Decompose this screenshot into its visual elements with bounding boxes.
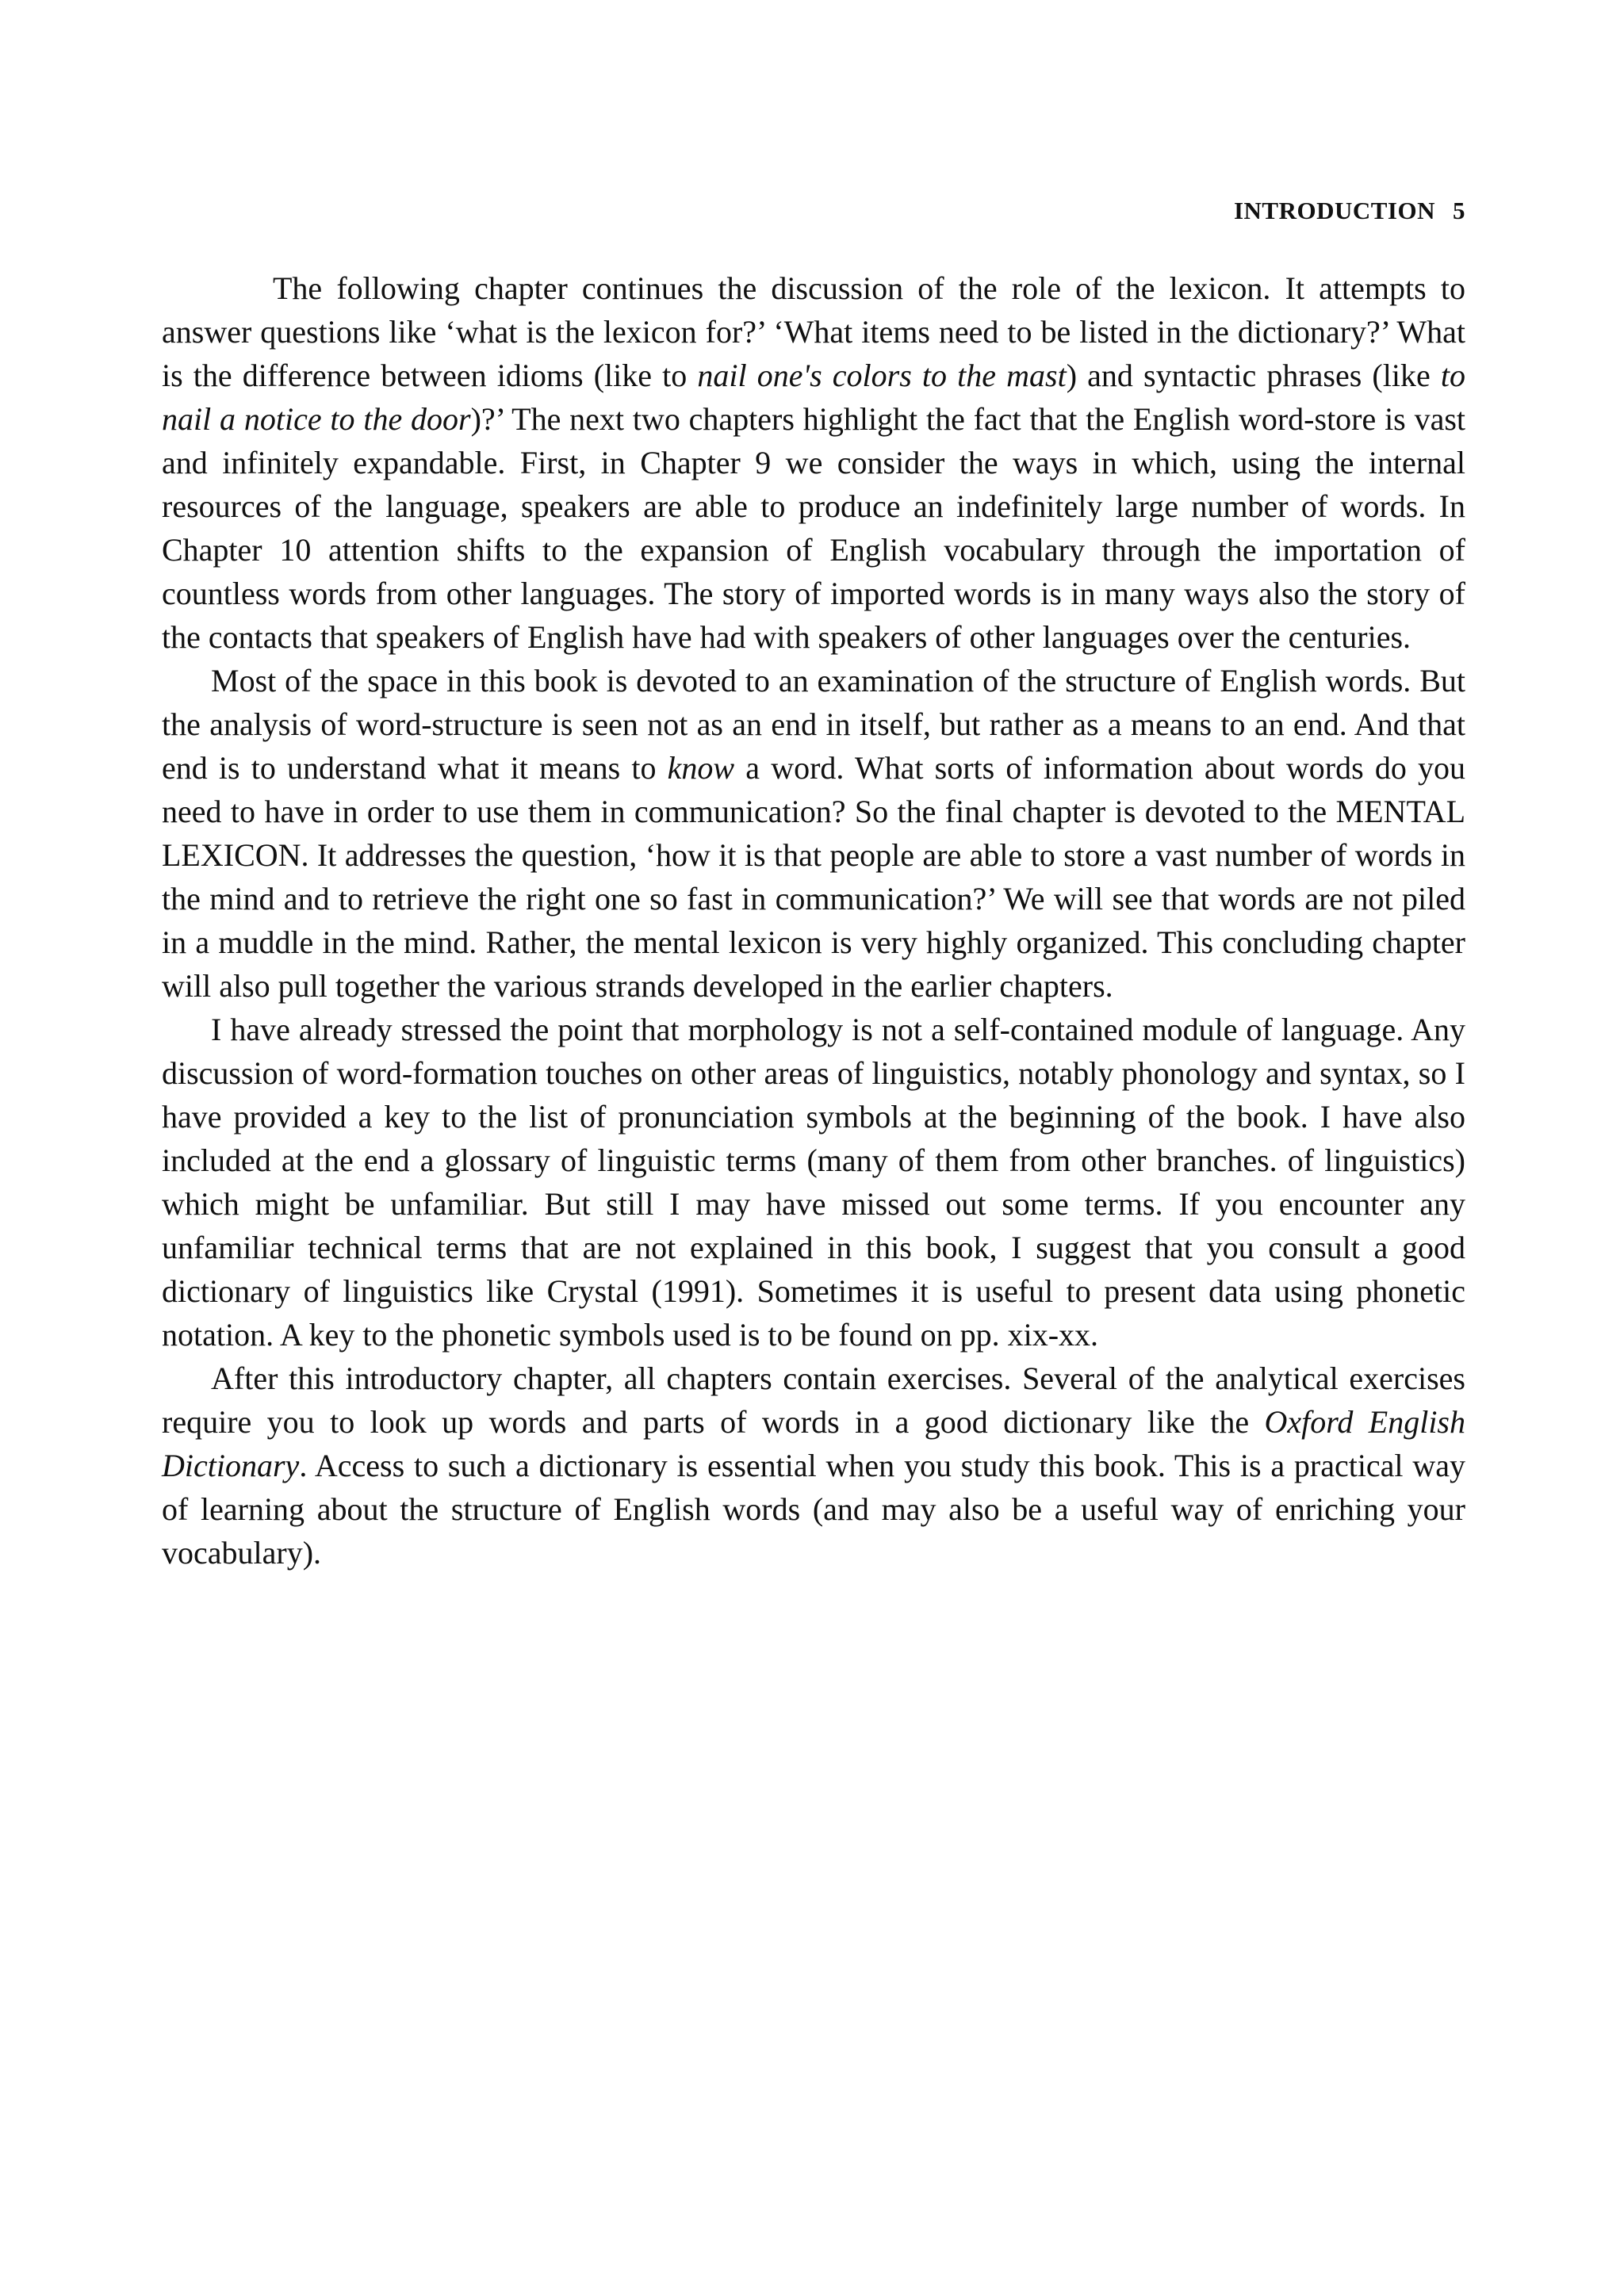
paragraph-exercises [162,1357,1465,1575]
paragraph-mental-lexicon [162,659,1465,1008]
dictionary-title: Oxford English Dictionary [162,1404,1466,1483]
paragraph-text: )?’ The next two chapters highlight the fact that the English word-store is vast and infinitely expandable. First, in Chapter 9 we consider the ways in which, using the internal resources of the language, speakers are able to produce an indefinitely large number of words. In Chapter 10 attention shifts to the expansion of English vocabulary through the importation of countless words from other languages. The story of imported words is in many ways also the story of the contacts that speakers of English have had with speakers of other languages over the centuries. [162,401,1466,655]
emphasis-know: know [667,750,735,786]
body-text [162,266,1465,1575]
paragraph-text: Most of the space in this book is devoted to an examination of the structure of English words. But the analysis of word-structure is seen not as an end in itself, but rather as a means to an end. And that end is to understand what it means to [162,663,1465,786]
paragraph-text: I have already stressed the point that morphology is not a self-contained module of language. Any discussion of word-formation touches on other areas of linguistics, notably phonology and syntax, so I have provided a key to the list of pronunciation symbols at the beginning of the book. I have also included at the end a glossary of linguistic terms (many of them from other branches. of linguistics) which might be unfamiliar. But still I may have missed out some terms. If you encounter any unfamiliar technical terms that are not explained in this book, I suggest that you consult a good dictionary of linguistics like Crystal (1991). Sometimes it is useful to present data using phonetic notation. A key to the phonetic symbols used is to be found on pp. xix-xx. [162,1012,1465,1353]
page-number: 5 [1453,197,1465,224]
running-head-title: INTRODUCTION [1233,197,1435,224]
paragraph-text: a word. What sorts of information about words do you need to have in order to use them in communication? So the final chapter is devoted to the MENTAL LEXICON. It addresses the question, ‘how it is that people are able to store a vast number of words in the mind and to retrieve the right one so fast in communication?’ We will see that words are not piled in a muddle in the mind. Rather, the mental lexicon is very highly organized. This concluding chapter will also pull together the various strands developed in the earlier chapters. [162,750,1466,1004]
paragraph-morphology-module [162,1008,1465,1357]
paragraph-text: After this introductory chapter, all chapters contain exercises. Several of the analytical exercises require you to look up words and parts of words in a good dictionary like the [162,1360,1465,1440]
paragraph-text: . Access to such a dictionary is essential when you study this book. This is a practical way of learning about the structure of English words (and may also be a useful way of enriching your vocabulary). [162,1448,1465,1571]
running-head [1234,197,1465,225]
paragraph-text: The following chapter continues the discussion of the role of the lexicon. It attempts to answer questions like ‘what is the lexicon for?’ ‘What items need to be listed in the dictionary?’ What is the difference between idioms (like to [162,270,1465,393]
paragraph-lexicon-chapters [162,266,1465,659]
paragraph-text: ) and syntactic phrases (like [1066,358,1441,393]
phrase-example: to nail a notice to the door [162,358,1465,437]
idiom-example: nail one's colors to the mast [697,358,1067,393]
